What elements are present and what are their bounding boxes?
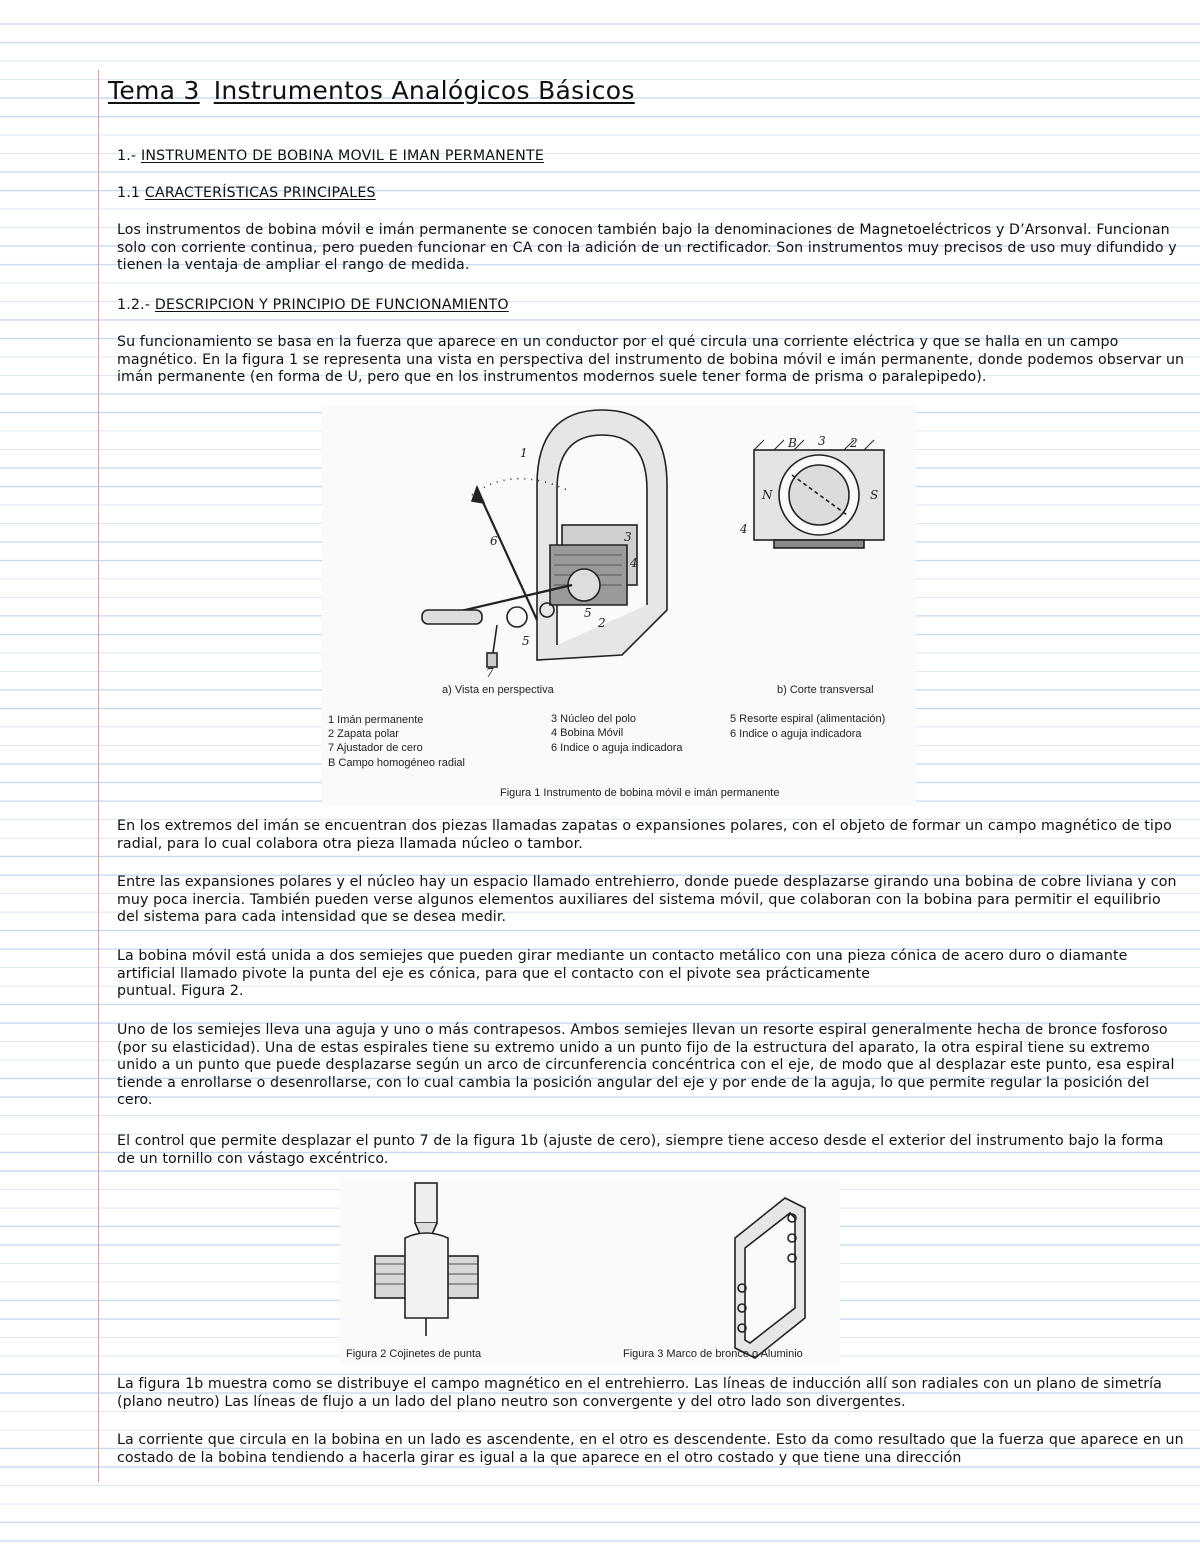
- callout-b-2: 2: [850, 436, 858, 450]
- section-heading-1: 1.- INSTRUMENTO DE BOBINA MOVIL E IMAN PERMANENTE: [117, 148, 544, 164]
- callout-2: 2: [598, 616, 606, 630]
- coil-frame-drawing: [735, 1198, 805, 1358]
- callout-5a: 5: [584, 606, 592, 620]
- paragraph-pivot: La bobina móvil está unida a dos semiejes que pueden girar mediante un contacto metálico con una pieza cónica de acero duro o diamante artificial llamado pivote la punta del eje es cónica, para que el contacto con el pivote sea prácticamente puntual. Figura 2.: [117, 948, 1128, 1000]
- callout-5b: 5: [522, 634, 530, 648]
- callout-4: 4: [630, 556, 638, 570]
- notebook-margin-line: [98, 70, 99, 1482]
- legend-item-B: B Campo homogéneo radial: [328, 757, 465, 769]
- cross-section-drawing: [754, 440, 884, 548]
- page-title: Tema 3 Instrumentos Analógicos Básicos: [108, 76, 635, 105]
- callout-7: 7: [486, 666, 494, 680]
- pivot-bearing-drawing: [375, 1183, 478, 1336]
- legend-item-7: 7 Ajustador de cero: [328, 742, 423, 754]
- figure-3-caption: Figura 3 Marco de bronce o Aluminio: [623, 1348, 803, 1360]
- legend-item-1: 1 Imán permanente: [328, 714, 424, 726]
- figure-1-drawing: [322, 405, 916, 805]
- legend-item-6b: 6 Indice o aguja indicadora: [551, 742, 683, 754]
- callout-3: 3: [624, 530, 632, 544]
- callout-6: 6: [490, 534, 498, 548]
- figure-1-sub-a: a) Vista en perspectiva: [442, 684, 554, 696]
- legend-item-4: 4 Bobina Móvil: [551, 727, 624, 739]
- paragraph-field-distribution: La figura 1b muestra como se distribuye el campo magnético en el entrehierro. Las líneas de inducción allí son radiales con un plano de simetría (plano neutro) Las líneas de flujo a un lado del plano neutro son convergente y del otro lado son divergentes.: [117, 1376, 1162, 1410]
- callout-1: 1: [520, 446, 528, 460]
- figure-1: [322, 405, 916, 805]
- figure-2-caption: Figura 2 Cojinetes de punta: [346, 1348, 482, 1360]
- callout-b-N: N: [762, 488, 773, 502]
- paragraph-pole-pieces: En los extremos del imán se encuentran dos piezas llamadas zapatas o expansiones polares, con el objeto de formar un campo magnético de tipo radial, para lo cual colabora otra pieza llamada núcleo o tambor.: [117, 818, 1172, 852]
- figures-2-3-drawing: [340, 1178, 840, 1364]
- figure-1-sub-b: b) Corte transversal: [777, 684, 874, 696]
- legend-item-2: 2 Zapata polar: [328, 728, 399, 740]
- paragraph-spring: Uno de los semiejes lleva una aguja y uno o más contrapesos. Ambos semiejes llevan un resorte espiral generalmente hecha de bronce fosforoso (por su elasticidad). Una de estas espirales tiene su extremo unido a un punto fijo de la estructura del aparato, la otra espiral tiene su extremo unido a un punto que puede desplazarse según un arco de circunferencia concéntrica con el eje, de modo que al desplazar este punto, esa espiral tiende a enrollarse o desenrollarse, con lo cual cambia la posición angular del eje y por ende de la aguja, lo que permite regular la posición del cero.: [117, 1022, 1175, 1109]
- paragraph-zero-adjust: El control que permite desplazar el punto 7 de la figura 1b (ajuste de cero), siempre tiene acceso desde el exterior del instrumento bajo la forma de un tornillo con vástago excéntrico.: [117, 1133, 1164, 1167]
- legend-item-3: 3 Núcleo del polo: [551, 713, 637, 725]
- paragraph-characteristics: Los instrumentos de bobina móvil e imán permanente se conocen también bajo la denominaciones de Magnetoeléctricos y D’Arsonval. Funcionan solo con corriente continua, pero pueden funcionar en CA con la adición de un rectificador. Son instrumentos muy precisos de uso muy difundido y tienen la ventaja de ampliar el rango de medida.: [117, 222, 1177, 274]
- callout-b-3: 3: [818, 434, 826, 448]
- callout-b-B: B: [788, 436, 797, 450]
- legend-item-6a: 6 Indice o aguja indicadora: [730, 728, 862, 740]
- legend-item-5: 5 Resorte espiral (alimentación): [730, 713, 886, 725]
- paragraph-current-direction: La corriente que circula en la bobina en un lado es ascendente, en el otro es descendente. Esto da como resultado que la fuerza que aparece en un costado de la bobina tendiendo a hacerla girar es igual a la que aparece en el otro costado y que tiene una dirección: [117, 1432, 1184, 1466]
- section-heading-1-2: 1.2.- DESCRIPCION Y PRINCIPIO DE FUNCIONAMIENTO: [117, 297, 509, 313]
- figures-2-3: [340, 1178, 840, 1364]
- figure-1-caption: Figura 1 Instrumento de bobina móvil e imán permanente: [500, 787, 780, 799]
- callout-b-4: 4: [740, 522, 748, 536]
- callout-b-S: S: [870, 488, 879, 502]
- paragraph-air-gap: Entre las expansiones polares y el núcleo hay un espacio llamado entrehierro, donde puede desplazarse girando una bobina de cobre liviana y con muy poca inercia. También pueden verse algunos elementos auxiliares del sistema móvil, que colaboran con la bobina para permitir el equilibrio del sistema para cada intensidad que se desea medir.: [117, 874, 1177, 926]
- section-heading-1-1: 1.1 CARACTERÍSTICAS PRINCIPALES: [117, 185, 376, 201]
- paragraph-principle: Su funcionamiento se basa en la fuerza que aparece en un conductor por el qué circula una corriente eléctrica y que se halla en un campo magnético. En la figura 1 se representa una vista en perspectiva del instrumento de bobina móvil e imán permanente, donde podemos observar un imán permanente (en forma de U, pero que en los instrumentos modernos suele tener forma de prisma o paralepipedo).: [117, 334, 1185, 386]
